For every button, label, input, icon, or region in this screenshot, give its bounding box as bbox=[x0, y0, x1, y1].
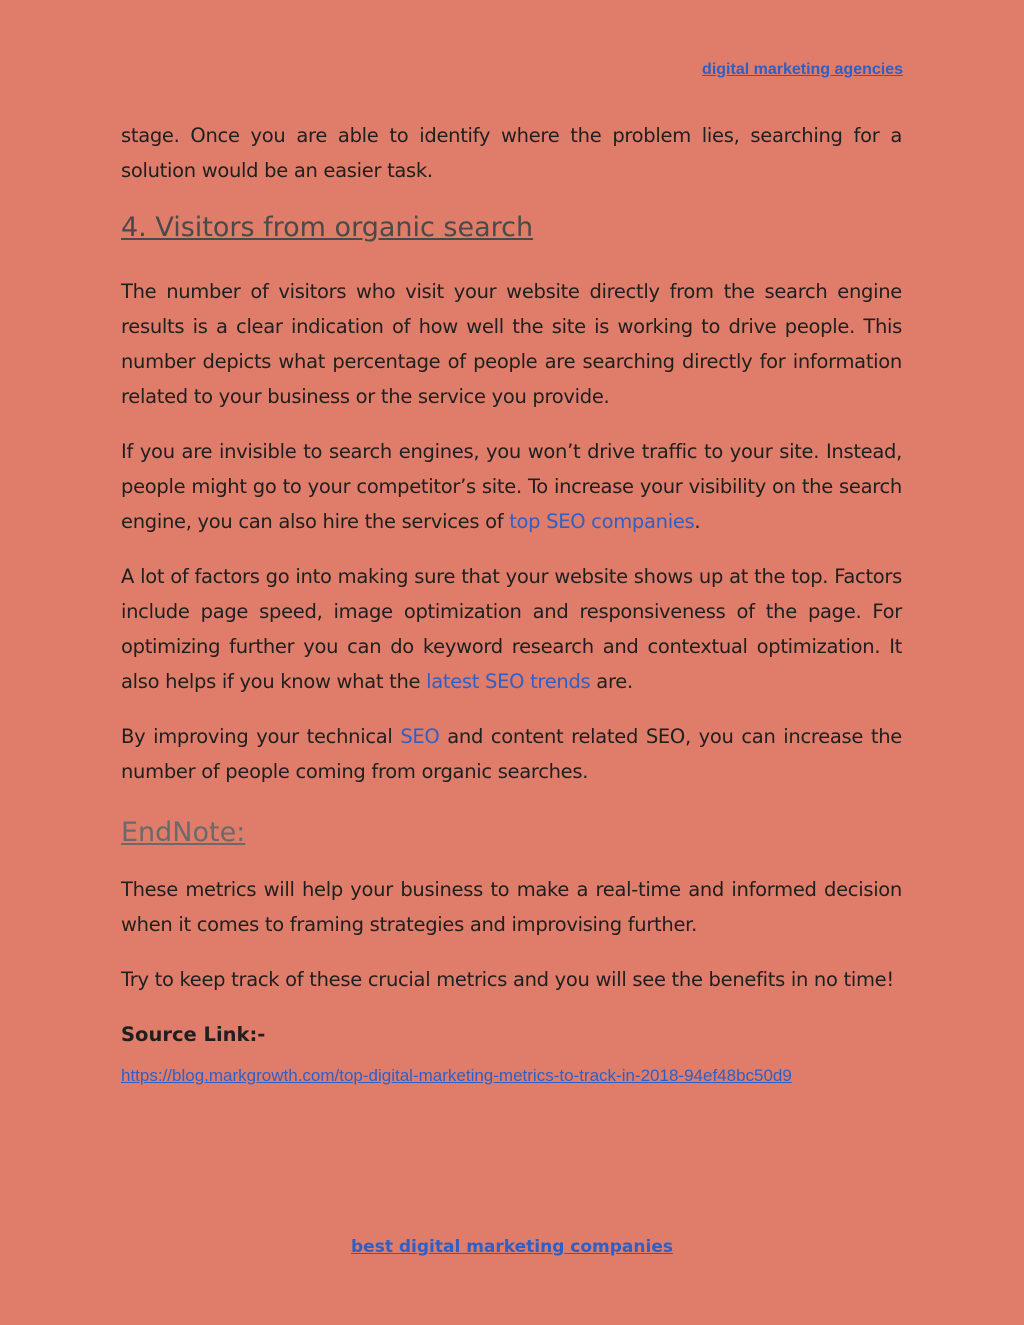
paragraph-visitors: The number of visitors who visit your website directly from the search engine results is a clear indication of how well the site is working to drive people. This number depicts what percentage of people are searching directly for information related to your business or the service you provide. bbox=[121, 280, 902, 408]
text-segment: . bbox=[694, 510, 701, 533]
link-seo[interactable]: SEO bbox=[400, 725, 440, 748]
heading-endnote: EndNote: bbox=[121, 817, 246, 848]
paragraph-technical-seo bbox=[121, 719, 902, 789]
document-body bbox=[121, 118, 902, 1086]
heading-visitors-organic-search: 4. Visitors from organic search bbox=[121, 212, 534, 243]
paragraph-invisible bbox=[121, 434, 902, 539]
link-top-seo-companies[interactable]: top SEO companies bbox=[509, 510, 695, 533]
source-url-link[interactable]: https://blog.markgrowth.com/top-digital-marketing-metrics-to-track-in-2018-94ef48bc50d9 bbox=[121, 1066, 792, 1085]
text-segment: If you are invisible to search engines, you won’t drive traffic to your site. Instead, people might go to your competitor’s site. To increase your visibility on the search engine, you can also hire the services of bbox=[121, 440, 902, 533]
footer-link-best-digital-marketing-companies[interactable]: best digital marketing companies bbox=[351, 1237, 673, 1257]
paragraph-factors bbox=[121, 559, 902, 699]
source-link-label: Source Link:- bbox=[121, 1023, 266, 1046]
text-segment: and content related SEO, you can increase the number of people coming from organic searches. bbox=[121, 725, 902, 783]
text-segment: By improving your technical bbox=[121, 725, 401, 748]
paragraph-intro: stage. Once you are able to identify where the problem lies, searching for a solution would be an easier task. bbox=[121, 124, 902, 182]
text-segment: A lot of factors go into making sure that your website shows up at the top. Factors include page speed, image optimization and responsiveness of the page. For optimizing further you can do keyword research and contextual optimization. It also helps if you know what the bbox=[121, 565, 902, 693]
link-latest-seo-trends[interactable]: latest SEO trends bbox=[426, 670, 591, 693]
text-segment: are. bbox=[590, 670, 633, 693]
header-link-digital-marketing-agencies[interactable]: digital marketing agencies bbox=[702, 61, 903, 78]
paragraph-keep-track: Try to keep track of these crucial metrics and you will see the benefits in no time! bbox=[121, 968, 894, 991]
paragraph-metrics-help: These metrics will help your business to make a real-time and informed decision when it comes to framing strategies and improvising further. bbox=[121, 878, 902, 936]
